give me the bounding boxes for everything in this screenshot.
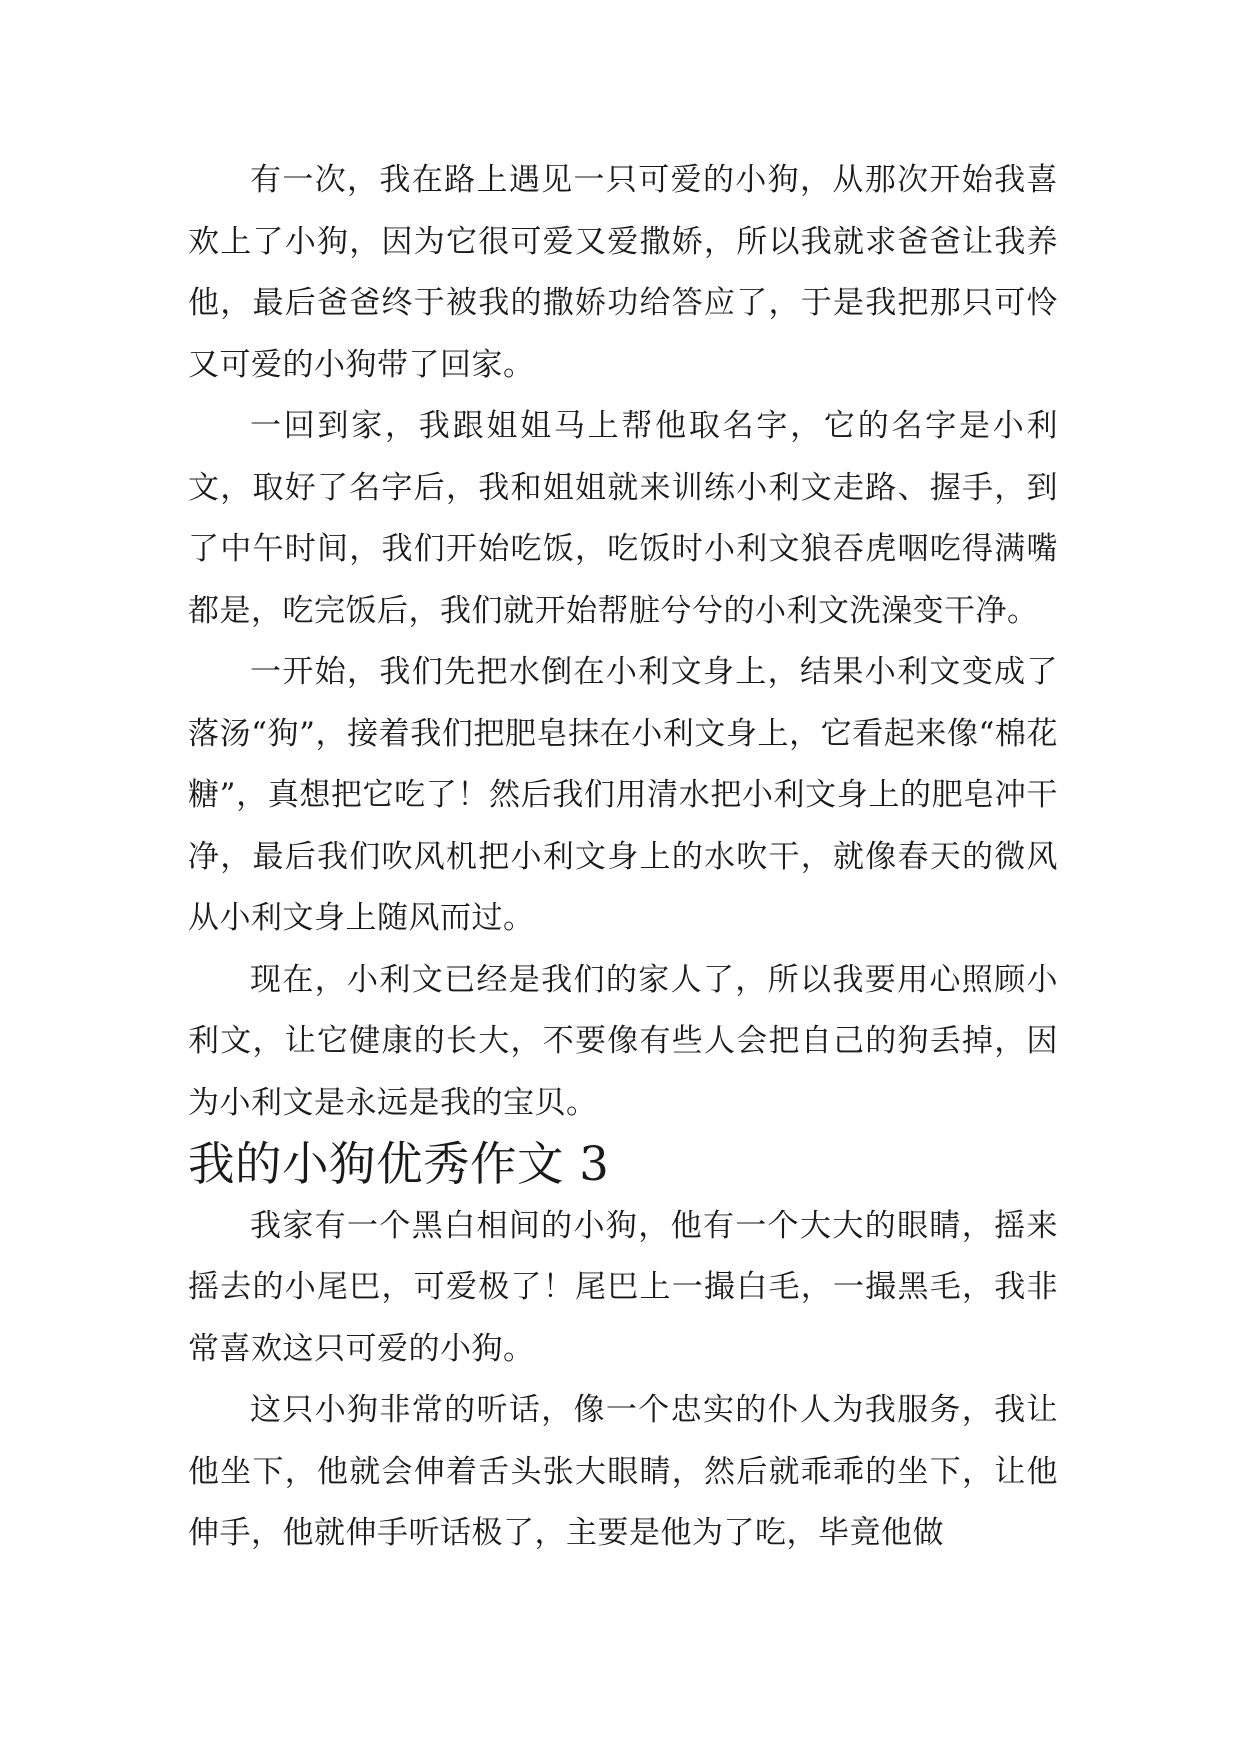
- paragraph-3: 一开始，我们先把水倒在小利文身上，结果小利文变成了落汤“狗”，接着我们把肥皂抹在小利文身上，它看起来像“棉花糖”，真想把它吃了！然后我们用清水把小利文身上的肥皂冲干净，最后我们吹风机把小利文身上的水吹干，就像春天的微风从小利文身上随风而过。: [188, 654, 1058, 936]
- paragraph-5: 我家有一个黑白相间的小狗，他有一个大大的眼睛，摇来摇去的小尾巴，可爱极了！尾巴上一撮白毛，一撮黑毛，我非常喜欢这只可爱的小狗。: [188, 1207, 1058, 1367]
- paragraph-4: 现在，小利文已经是我们的家人了，所以我要用心照顾小利文，让它健康的长大，不要像有些人会把自己的狗丢掉，因为小利文是永远是我的宝贝。: [188, 961, 1058, 1121]
- paragraph-6: 这只小狗非常的听话，像一个忠实的仆人为我服务，我让他坐下，他就会伸着舌头张大眼睛，然后就乖乖的坐下，让他伸手，他就伸手听话极了，主要是他为了吃，毕竟他做: [188, 1392, 1058, 1551]
- paragraph-1: 有一次，我在路上遇见一只可爱的小狗，从那次开始我喜欢上了小狗，因为它很可爱又爱撒娇，所以我就求爸爸让我养他，最后爸爸终于被我的撒娇功给答应了，于是我把那只可怜又可爱的小狗带了回家。: [188, 162, 1058, 383]
- section-heading: 我的小狗优秀作文 3: [188, 1137, 610, 1191]
- paragraph-2: 一回到家，我跟姐姐马上帮他取名字，它的名字是小利文，取好了名字后，我和姐姐就来训练小利文走路、握手，到了中午时间，我们开始吃饭，吃饭时小利文狼吞虎咽吃得满嘴都是，吃完饭后，我们就开始帮脏兮兮的小利文洗澡变干净。: [188, 408, 1058, 629]
- document-body: [188, 150, 1058, 1565]
